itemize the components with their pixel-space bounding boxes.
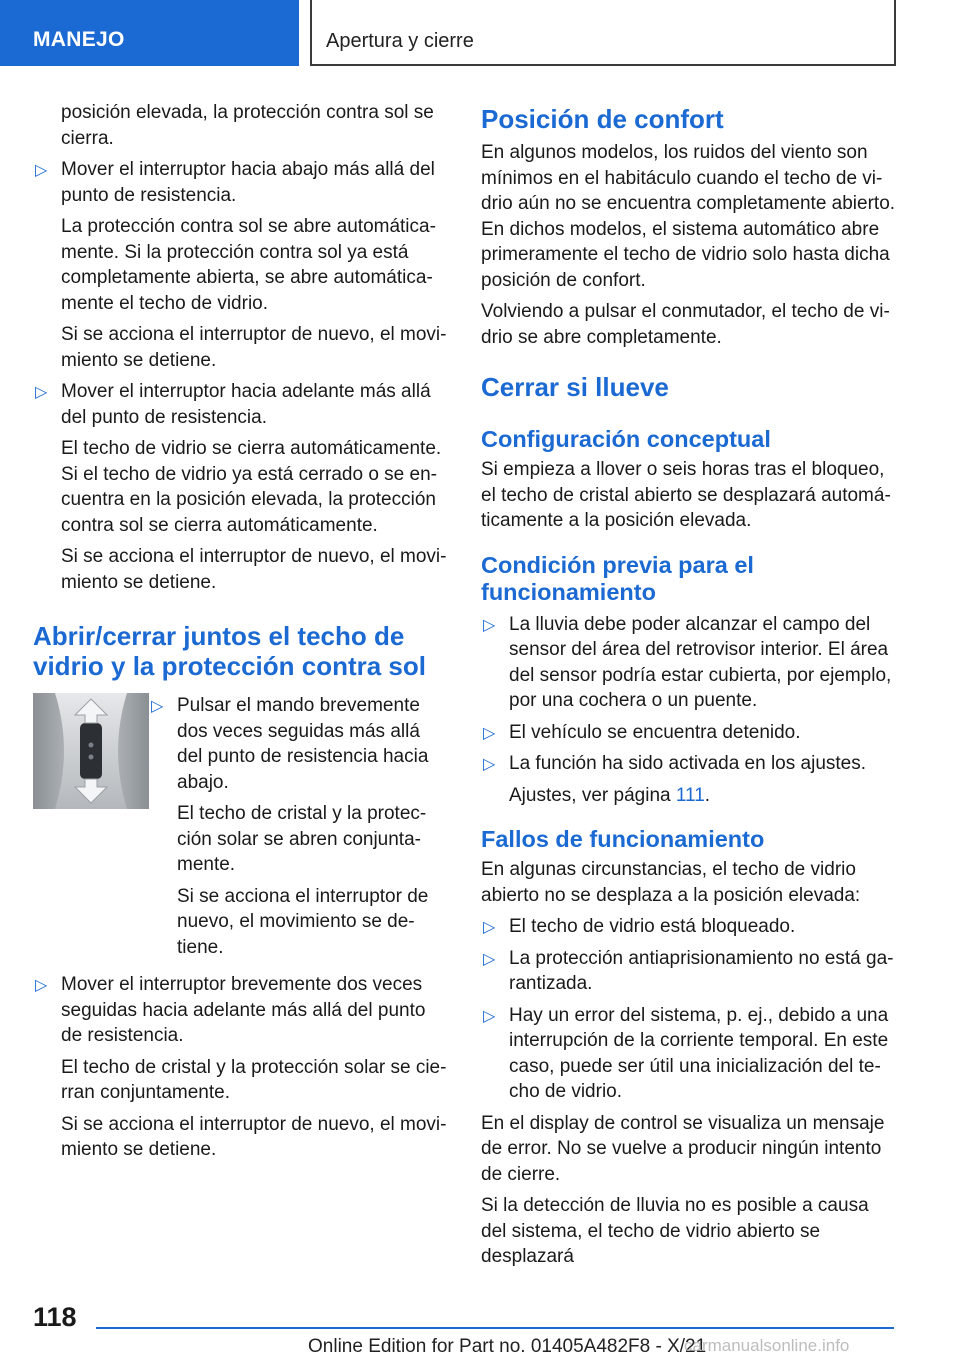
list-item <box>481 946 897 997</box>
list-item <box>481 751 897 777</box>
paragraph: Si se acciona el interruptor de nuevo, el movimiento se detiene. <box>61 546 447 593</box>
bullet-triangle-icon <box>35 973 47 999</box>
list-item-text: Pulsar el mando brevemente dos veces seguidas más allá del punto de resistencia hacia abajo. <box>177 695 429 793</box>
list-item-text: El vehículo se encuentra detenido. <box>509 721 801 743</box>
footer-divider <box>96 1327 894 1329</box>
list-item <box>481 720 897 746</box>
paragraph: El techo de cristal y la protección solar se abren conjuntamente. <box>177 803 427 875</box>
list-item-text: Mover el interruptor brevemente dos veces seguidas hacia adelante más allá del punto de resistencia. <box>61 974 426 1046</box>
image-steps <box>149 693 448 966</box>
section-title: MANEJO <box>33 28 125 51</box>
list-item-text: El techo de vidrio está bloqueado. <box>509 916 796 937</box>
subsection-heading: Condición previa para el funcionamiento <box>481 551 754 605</box>
paragraph: El techo de cristal y la protección solar se cierran conjuntamente. <box>61 1056 447 1103</box>
paragraph: En algunas circunstancias, el techo de vidrio abierto no se desplaza a la posición elevada: <box>481 859 861 906</box>
paragraph: En algunos modelos, los ruidos del viento son mínimos en el habitáculo cuando el techo de vidrio aún no se encuentra completamente abierto. En dichos modelos, el sistema automático abre primeramente el techo de vidrio solo hasta dicha posición de confort. <box>481 142 896 291</box>
chapter-title: Apertura y cierre <box>326 30 474 52</box>
paragraph: Si se acciona el interruptor de nuevo, el movimiento se detiene. <box>61 324 447 371</box>
right-column <box>481 100 897 1276</box>
paragraph <box>481 783 897 809</box>
list-item <box>33 379 448 430</box>
page-reference-link[interactable]: 111 <box>675 784 705 806</box>
page-number: 118 <box>33 1302 77 1332</box>
paragraph: En el display de control se visualiza un mensaje de error. No se vuelve a producir ningún intento de cierre. <box>481 1112 885 1185</box>
bullet-triangle-icon <box>483 947 495 973</box>
reference-text: Ajustes, ver página <box>509 784 676 806</box>
bullet-triangle-icon <box>483 915 495 941</box>
watermark: carmanualsonline.info <box>684 1336 850 1355</box>
bullet-triangle-icon <box>483 1004 495 1030</box>
paragraph: Si empieza a llover o seis horas tras el bloqueo, el techo de cristal abierto se desplazará automáticamente a la posición elevada. <box>481 459 891 531</box>
bullet-triangle-icon <box>483 613 495 639</box>
subsection-heading: Fallos de funcionamiento <box>481 826 765 852</box>
paragraph: El techo de vidrio se cierra automáticamente. Si el techo de vidrio ya está cerrado o se encuentra en la posición elevada, la protección contra sol se cierra automáticamente. <box>61 438 442 536</box>
reference-suffix: . <box>704 784 711 806</box>
section-tab[interactable] <box>0 0 299 66</box>
left-column <box>33 100 448 1169</box>
continued-text: posición elevada, la protección contra sol se cierra. <box>61 102 434 149</box>
subsection-heading: Configuración conceptual <box>481 426 771 452</box>
paragraph: Volviendo a pulsar el conmutador, el techo de vidrio se abre completamente. <box>481 301 890 348</box>
bullet-triangle-icon <box>35 158 47 184</box>
list-item <box>33 157 448 208</box>
list-item <box>481 914 897 940</box>
list-item-text: Mover el interruptor hacia adelante más allá del punto de resistencia. <box>61 381 431 428</box>
paragraph: Si la detección de lluvia no es posible a causa del sistema, el techo de vidrio abierto se desplazará <box>481 1195 869 1267</box>
section-heading: Abrir/cerrar juntos el techo de vidrio y la protección contra sol <box>33 621 426 681</box>
list-item <box>481 1003 897 1105</box>
list-item-text: La protección antiaprisionamiento no está garantizada. <box>509 947 894 994</box>
roof-switch-image <box>33 693 149 809</box>
section-heading: Cerrar si llueve <box>481 372 669 402</box>
bullet-triangle-icon <box>483 721 495 747</box>
list-item-text: La lluvia debe poder alcanzar el campo del sensor del área del retrovisor interior. El área del sensor podría estar cubierta, por ejemplo, por una cochera o un puente. <box>509 613 892 711</box>
list-item-text: Mover el interruptor hacia abajo más allá del punto de resistencia. <box>61 159 435 206</box>
list-item <box>149 693 448 795</box>
bullet-triangle-icon <box>35 380 47 406</box>
list-item-text: Hay un error del sistema, p. ej., debido a una interrupción de la corriente temporal. En este caso, puede ser útil una inicialización del techo de vidrio. <box>509 1004 889 1102</box>
list-item <box>33 972 448 1049</box>
bullet-triangle-icon <box>483 752 495 778</box>
paragraph: Si se acciona el interruptor de nuevo, el movimiento se detiene. <box>177 885 429 958</box>
paragraph: Si se acciona el interruptor de nuevo, el movimiento se detiene. <box>61 1113 447 1160</box>
section-heading: Posición de confort <box>481 104 724 134</box>
paragraph: La protección contra sol se abre automáticamente. Si la protección contra sol ya está completamente abierta, se abre automáticamente el techo de vidrio. <box>61 216 436 314</box>
illustrated-steps <box>33 693 448 966</box>
edition-note: Online Edition for Part no. 01405A482F8 - X/21 <box>308 1336 707 1357</box>
bullet-triangle-icon <box>151 694 163 720</box>
list-item-text: La función ha sido activada en los ajustes. <box>509 753 867 774</box>
list-item <box>481 612 897 714</box>
chapter-header <box>310 0 896 66</box>
